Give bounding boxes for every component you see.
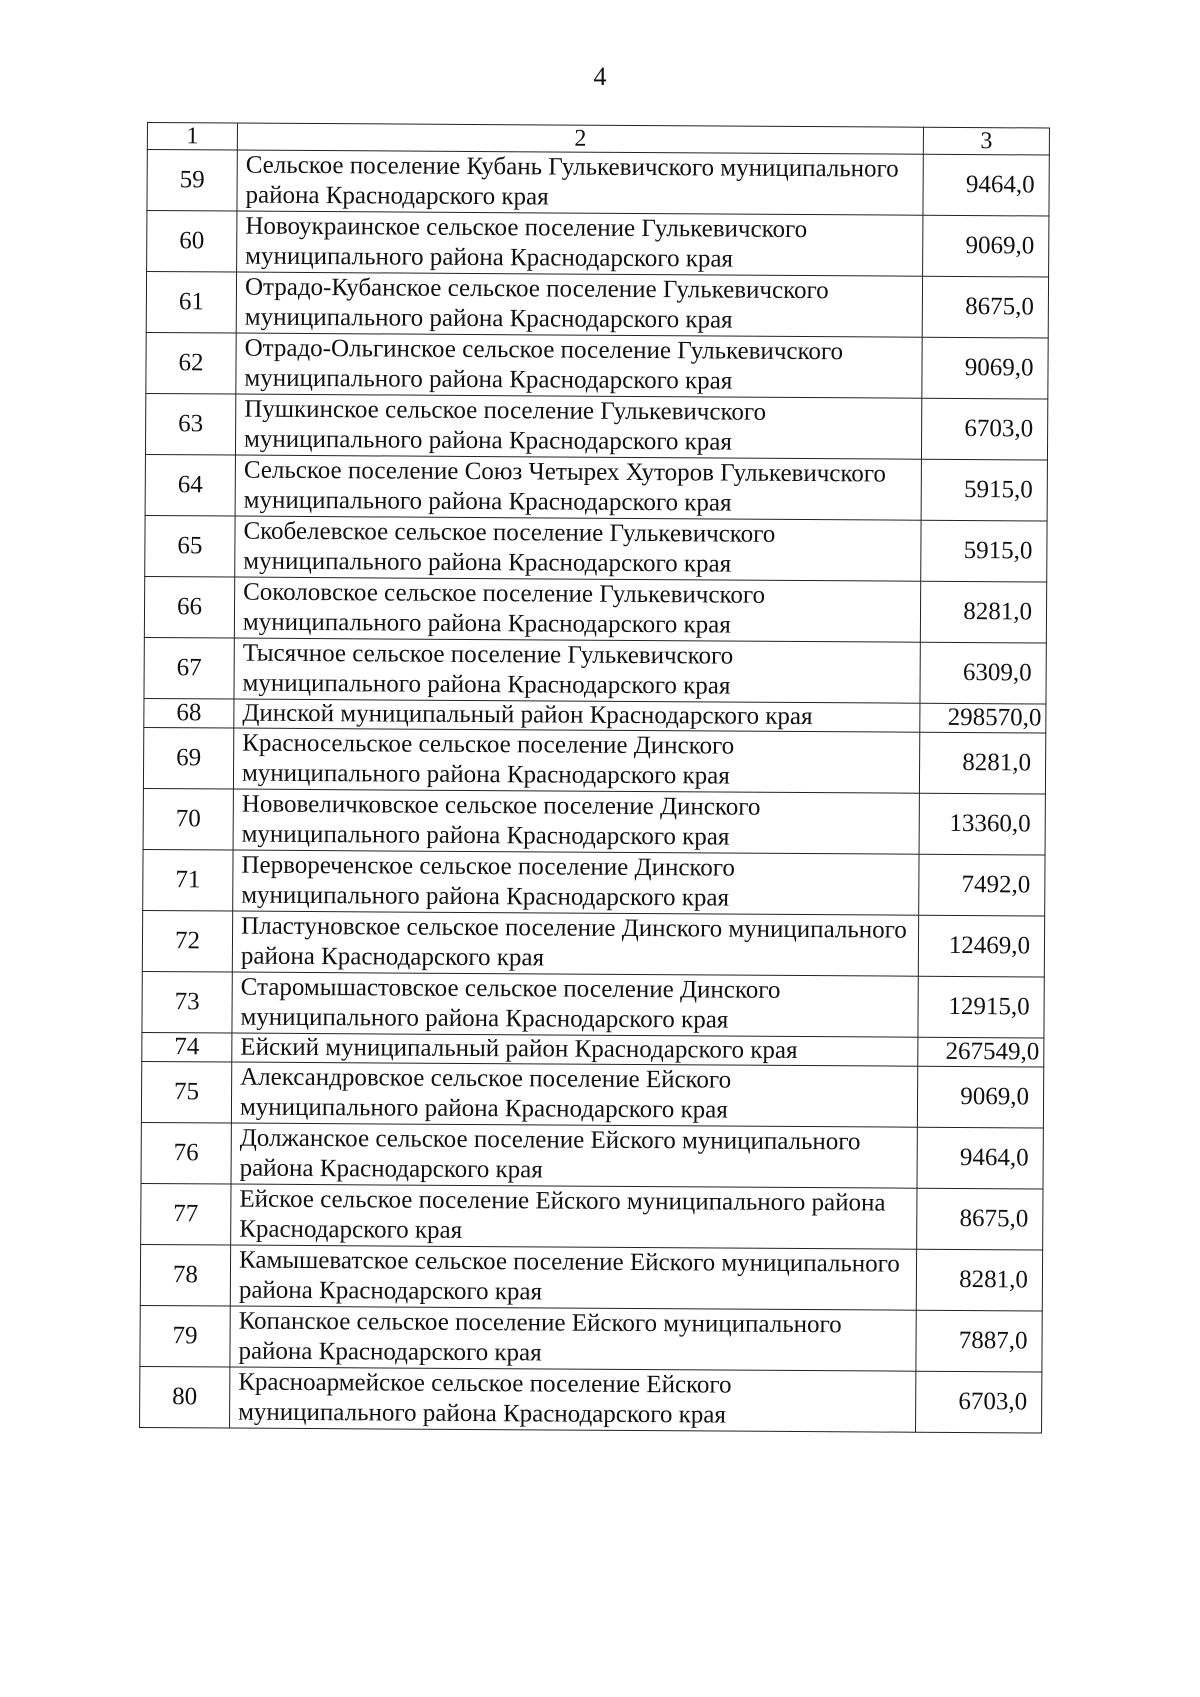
table-row [140,1244,1042,1311]
table-row [144,637,1046,704]
row-number: 68 [144,698,234,728]
table-body [140,123,1050,1433]
row-number: 77 [141,1183,231,1245]
table-row [144,576,1046,643]
row-number: 78 [140,1244,230,1306]
row-settlement-name: Тысячное сельское поселение Гулькевичского муниципального района Краснодарского края [234,638,920,703]
row-settlement-name: Скобелевское сельское поселение Гулькевичского муниципального района Краснодарского края [235,516,921,581]
row-amount: 6703,0 [921,398,1047,460]
table-row [147,150,1049,217]
row-settlement-name: Старомышастовское сельское поселение Динского муниципального района Краснодарского края [232,972,918,1037]
row-number: 65 [145,515,235,577]
row-settlement-name: Нововеличковское сельское поселение Динского муниципального района Краснодарского края [233,789,919,854]
table-row [140,1366,1042,1433]
row-settlement-name: Новоукраинское сельское поселение Гулькевичского муниципального района Краснодарского края [237,211,923,276]
row-number: 79 [140,1305,230,1367]
row-amount: 9464,0 [923,154,1049,216]
row-amount: 12915,0 [918,976,1044,1038]
table-row [143,849,1045,916]
row-number: 75 [141,1061,231,1123]
row-number: 67 [144,637,234,699]
row-settlement-name: Красносельское сельское поселение Динского муниципального района Краснодарского края [233,728,919,793]
row-settlement-name: Пушкинское сельское поселение Гулькевичского муниципального района Краснодарского края [235,394,921,459]
table-row [146,332,1048,399]
row-number: 61 [146,272,236,334]
row-settlement-name: Отрадо-Кубанское сельское поселение Гулькевичского муниципального района Краснодарского края [236,272,922,337]
row-amount: 9069,0 [923,215,1049,277]
row-settlement-name: Динской муниципальный район Краснодарского края [234,699,920,732]
row-number: 60 [147,211,237,273]
row-amount: 8281,0 [920,581,1046,643]
row-amount: 9464,0 [917,1127,1043,1189]
row-number: 74 [142,1032,232,1062]
row-settlement-name: Отрадо-Ольгинское сельское поселение Гулькевичского муниципального района Краснодарского края [236,333,922,398]
row-number: 62 [146,332,236,394]
table-row [141,1061,1043,1128]
row-amount: 6703,0 [916,1371,1042,1433]
row-amount: 9069,0 [922,337,1048,399]
row-settlement-name: Соколовское сельское поселение Гулькевичского муниципального района Краснодарского края [234,577,920,642]
row-number: 71 [143,849,233,911]
table-row [144,698,1046,733]
row-amount: 267549,0 [918,1037,1044,1067]
table-row [141,1183,1043,1250]
row-number: 59 [147,150,237,212]
table-row [143,788,1045,855]
row-number: 64 [145,454,235,516]
row-amount: 5915,0 [921,459,1047,521]
row-amount: 8281,0 [916,1249,1042,1311]
row-settlement-name: Должанское сельское поселение Ейского муниципального района Краснодарского края [231,1123,917,1188]
row-settlement-name: Александровское сельское поселение Ейского муниципального района Краснодарского края [231,1062,917,1127]
allocation-table [139,122,1050,1433]
row-amount: 12469,0 [918,915,1044,977]
table-row [141,1122,1043,1189]
row-settlement-name: Красноармейское сельское поселение Ейского муниципального района Краснодарского края [230,1367,916,1432]
row-number: 63 [145,393,235,455]
row-amount: 298570,0 [920,703,1046,733]
row-number: 73 [142,971,232,1033]
row-number: 66 [144,576,234,638]
table-row [145,515,1047,582]
header-col-2: 2 [237,123,923,154]
table-row [142,971,1044,1038]
table-row [142,910,1044,977]
row-amount: 7887,0 [916,1310,1042,1372]
header-col-3: 3 [923,127,1049,155]
row-amount: 5915,0 [921,520,1047,582]
row-amount: 13360,0 [919,793,1045,855]
table-row [143,727,1045,794]
row-amount: 6309,0 [920,642,1046,704]
row-settlement-name: Ейское сельское поселение Ейского муниципального района Краснодарского края [231,1184,917,1249]
row-amount: 8281,0 [919,732,1045,794]
row-settlement-name: Сельское поселение Союз Четырех Хуторов Гулькевичского муниципального района Краснодарского края [235,455,921,520]
table-row [147,211,1049,278]
table-row [146,272,1048,339]
row-number: 76 [141,1122,231,1184]
row-amount: 8675,0 [922,276,1048,338]
table-row [140,1305,1042,1372]
row-amount: 8675,0 [917,1188,1043,1250]
row-settlement-name: Пластуновское сельское поселение Динского муниципального района Краснодарского края [232,911,918,976]
row-amount: 9069,0 [917,1066,1043,1128]
row-number: 80 [140,1366,230,1428]
row-amount: 7492,0 [919,854,1045,916]
row-settlement-name: Ейский муниципальный район Краснодарского края [232,1033,918,1066]
page-number: 4 [593,62,607,91]
row-number: 70 [143,788,233,850]
table-row [145,454,1047,521]
row-settlement-name: Сельское поселение Кубань Гулькевичского муниципального района Краснодарского края [237,150,923,215]
row-number: 72 [142,910,232,972]
row-settlement-name: Копанское сельское поселение Ейского муниципального района Краснодарского края [230,1306,916,1371]
row-settlement-name: Камышеватское сельское поселение Ейского муниципального района Краснодарского края [230,1245,916,1310]
row-settlement-name: Первореченское сельское поселение Динского муниципального района Краснодарского края [233,850,919,915]
row-number: 69 [143,727,233,789]
table-row [145,393,1047,460]
header-col-1: 1 [147,123,237,151]
